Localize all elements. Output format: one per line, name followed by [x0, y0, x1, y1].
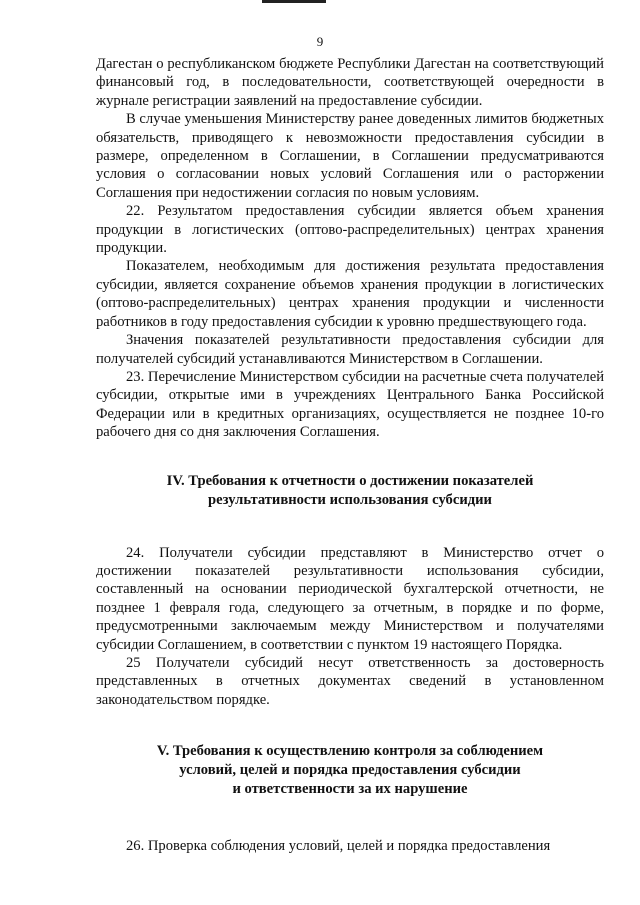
section-iv-heading	[96, 472, 604, 510]
paragraph-24-report: 24. Получатели субсидии представляют в Министерство отчет о достижении показателей результативности использования субсидии, составленный на основании периодической бухгалтерской отчетности, не позднее 1 февраля года, следующего за отчетным, в порядке и по форме, предусмотренными заключаемым между Министерством и получателями субсидии Соглашением, в соответствии с пунктом 19 настоящего Порядка.	[96, 544, 604, 653]
paragraph-23-transfer: 23. Перечисление Министерством субсидии на расчетные счета получателей субсидии, открытые ими в учреждениях Центрального Банка Российской Федерации или в кредитных организациях, осуществляется не позднее 10-го рабочего дня со дня заключения Соглашения.	[96, 368, 604, 441]
page-number: 9	[316, 34, 324, 49]
paragraph-25-responsibility: 25 Получатели субсидий несут ответственность за достоверность представленных в отчетных документах сведений в установленном законодательством порядке.	[96, 654, 604, 708]
paragraph-indicator: Показателем, необходимым для достижения результата предоставления субсидии, является сохранение объемов хранения продукции в логистических (оптово-распределительных) центрах хранения продукции и численности работников в году предоставления субсидии к уровню предшествующего года.	[96, 258, 604, 330]
paragraph-22-result: 22. Результатом предоставления субсидии является объем хранения продукции в логистических (оптово-распределительных) центрах хранения продукции.	[96, 203, 604, 257]
paragraph-continuation: Дагестан о республиканском бюджете Республики Дагестан на соответствующий финансовый год, в последовательности, соответствующей очередности в журнале регистрации заявлений на предоставление субсидии.	[96, 56, 604, 109]
section-v-heading-line3: и ответственности за их нарушение	[232, 781, 468, 798]
section-v-heading-line2: условий, целей и порядка предоставления субсидии	[179, 762, 521, 779]
section-iv-heading-line1: IV. Требования к отчетности о достижении показателей	[166, 472, 534, 489]
section-v-heading-line1: V. Требования к осуществлению контроля за соблюдением	[156, 743, 544, 760]
scan-edge-mark	[262, 0, 326, 3]
paragraph-limits-reduction: В случае уменьшения Министерству ранее доведенных лимитов бюджетных обязательств, приводящего к невозможности предоставления субсидии в размере, определенном в Соглашении, в Соглашении предусматриваются условия о согласовании новых условий Соглашения или о расторжении Соглашения при недостижении согласия по новым условиям.	[96, 111, 604, 201]
paragraph-26-check: 26. Проверка соблюдения условий, целей и порядка предоставления	[126, 838, 551, 855]
section-iv-heading-line2: результативности использования субсидии	[208, 491, 492, 508]
document-body	[96, 55, 604, 856]
section-v-heading	[96, 742, 604, 799]
paragraph-indicator-values: Значения показателей результативности предоставления субсидии для получателей субсидий устанавливаются Министерством в Соглашении.	[96, 332, 604, 367]
